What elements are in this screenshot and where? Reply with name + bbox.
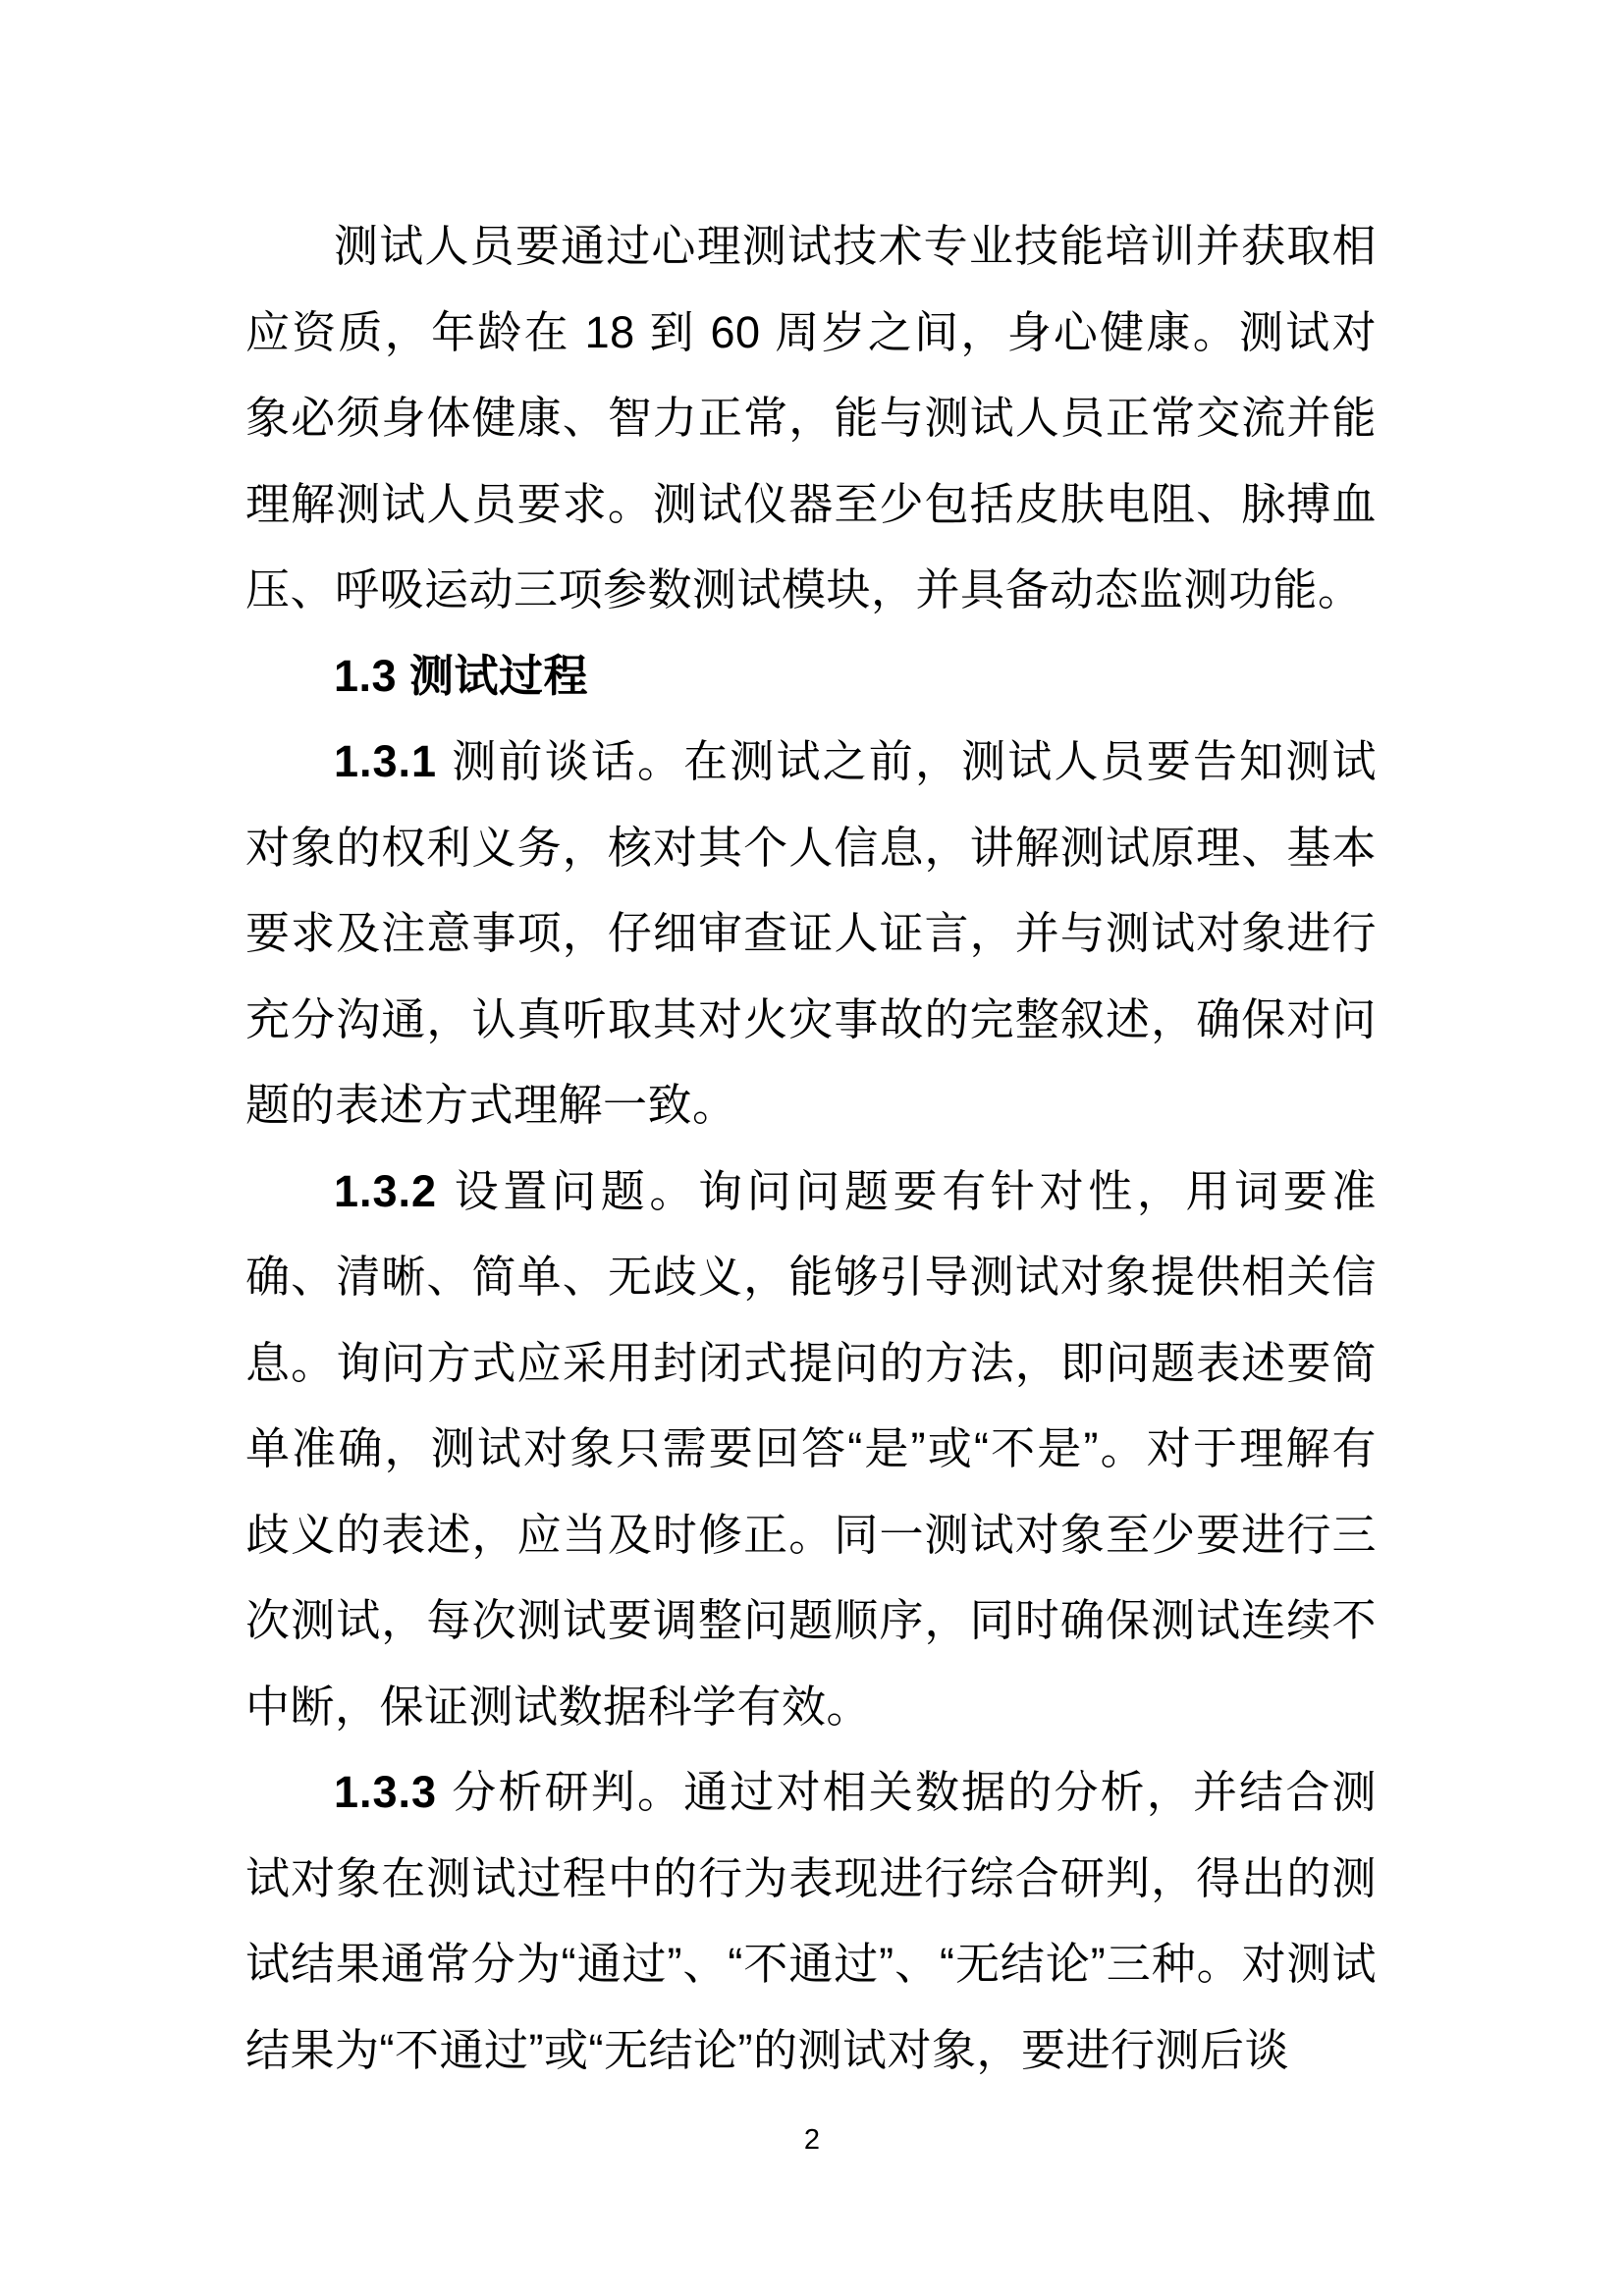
- paragraph-1-3-3-text: 分析研判。通过对相关数据的分析，并结合测试对象在测试过程中的行为表现进行综合研判，得出的测试结果通常分为“通过”、“不通过”、“无结论”三种。对测试结果为“不通过”或“无结论”的测试对象，要进行测后谈: [245, 1767, 1377, 2075]
- page-number: 2: [803, 2124, 821, 2156]
- paragraph-1-3-1: [245, 719, 1377, 1148]
- heading-1-3: [245, 633, 1377, 720]
- section-number-1-3-2: 1.3.2: [334, 1165, 438, 1216]
- paragraph-intro: [245, 203, 1377, 633]
- document-body: [245, 203, 1377, 2093]
- paragraph-1-3-3: [245, 1749, 1377, 2093]
- section-number-1-3-3: 1.3.3: [334, 1767, 438, 1817]
- paragraph-1-3-2-text: 设置问题。询问问题要有针对性，用词要准确、清晰、简单、无歧义，能够引导测试对象提供相关信息。询问方式应采用封闭式提问的方法，即问题表述要简单准确，测试对象只需要回答“是”或“不是”。对于理解有歧义的表述，应当及时修正。同一测试对象至少要进行三次测试，每次测试要调整问题顺序，同时确保测试连续不中断，保证测试数据科学有效。: [245, 1165, 1377, 1732]
- paragraph-intro-text: 测试人员要通过心理测试技术专业技能培训并获取相应资质，年龄在 18 到 60 周岁之间，身心健康。测试对象必须身体健康、智力正常，能与测试人员正常交流并能理解测试人员要求。测试仪器至少包括皮肤电阻、脉搏血压、呼吸运动三项参数测试模块，并具备动态监测功能。: [245, 221, 1377, 614]
- section-number-1-3-1: 1.3.1: [334, 736, 438, 786]
- paragraph-1-3-2: [245, 1148, 1377, 1750]
- paragraph-1-3-1-text: 测前谈话。在测试之前，测试人员要告知测试对象的权利义务，核对其个人信息，讲解测试原理、基本要求及注意事项，仔细审查证人证言，并与测试对象进行充分沟通，认真听取其对火灾事故的完整叙述，确保对问题的表述方式理解一致。: [245, 736, 1377, 1130]
- page-footer: [0, 2120, 1624, 2160]
- heading-1-3-text: 1.3 测试过程: [334, 650, 589, 701]
